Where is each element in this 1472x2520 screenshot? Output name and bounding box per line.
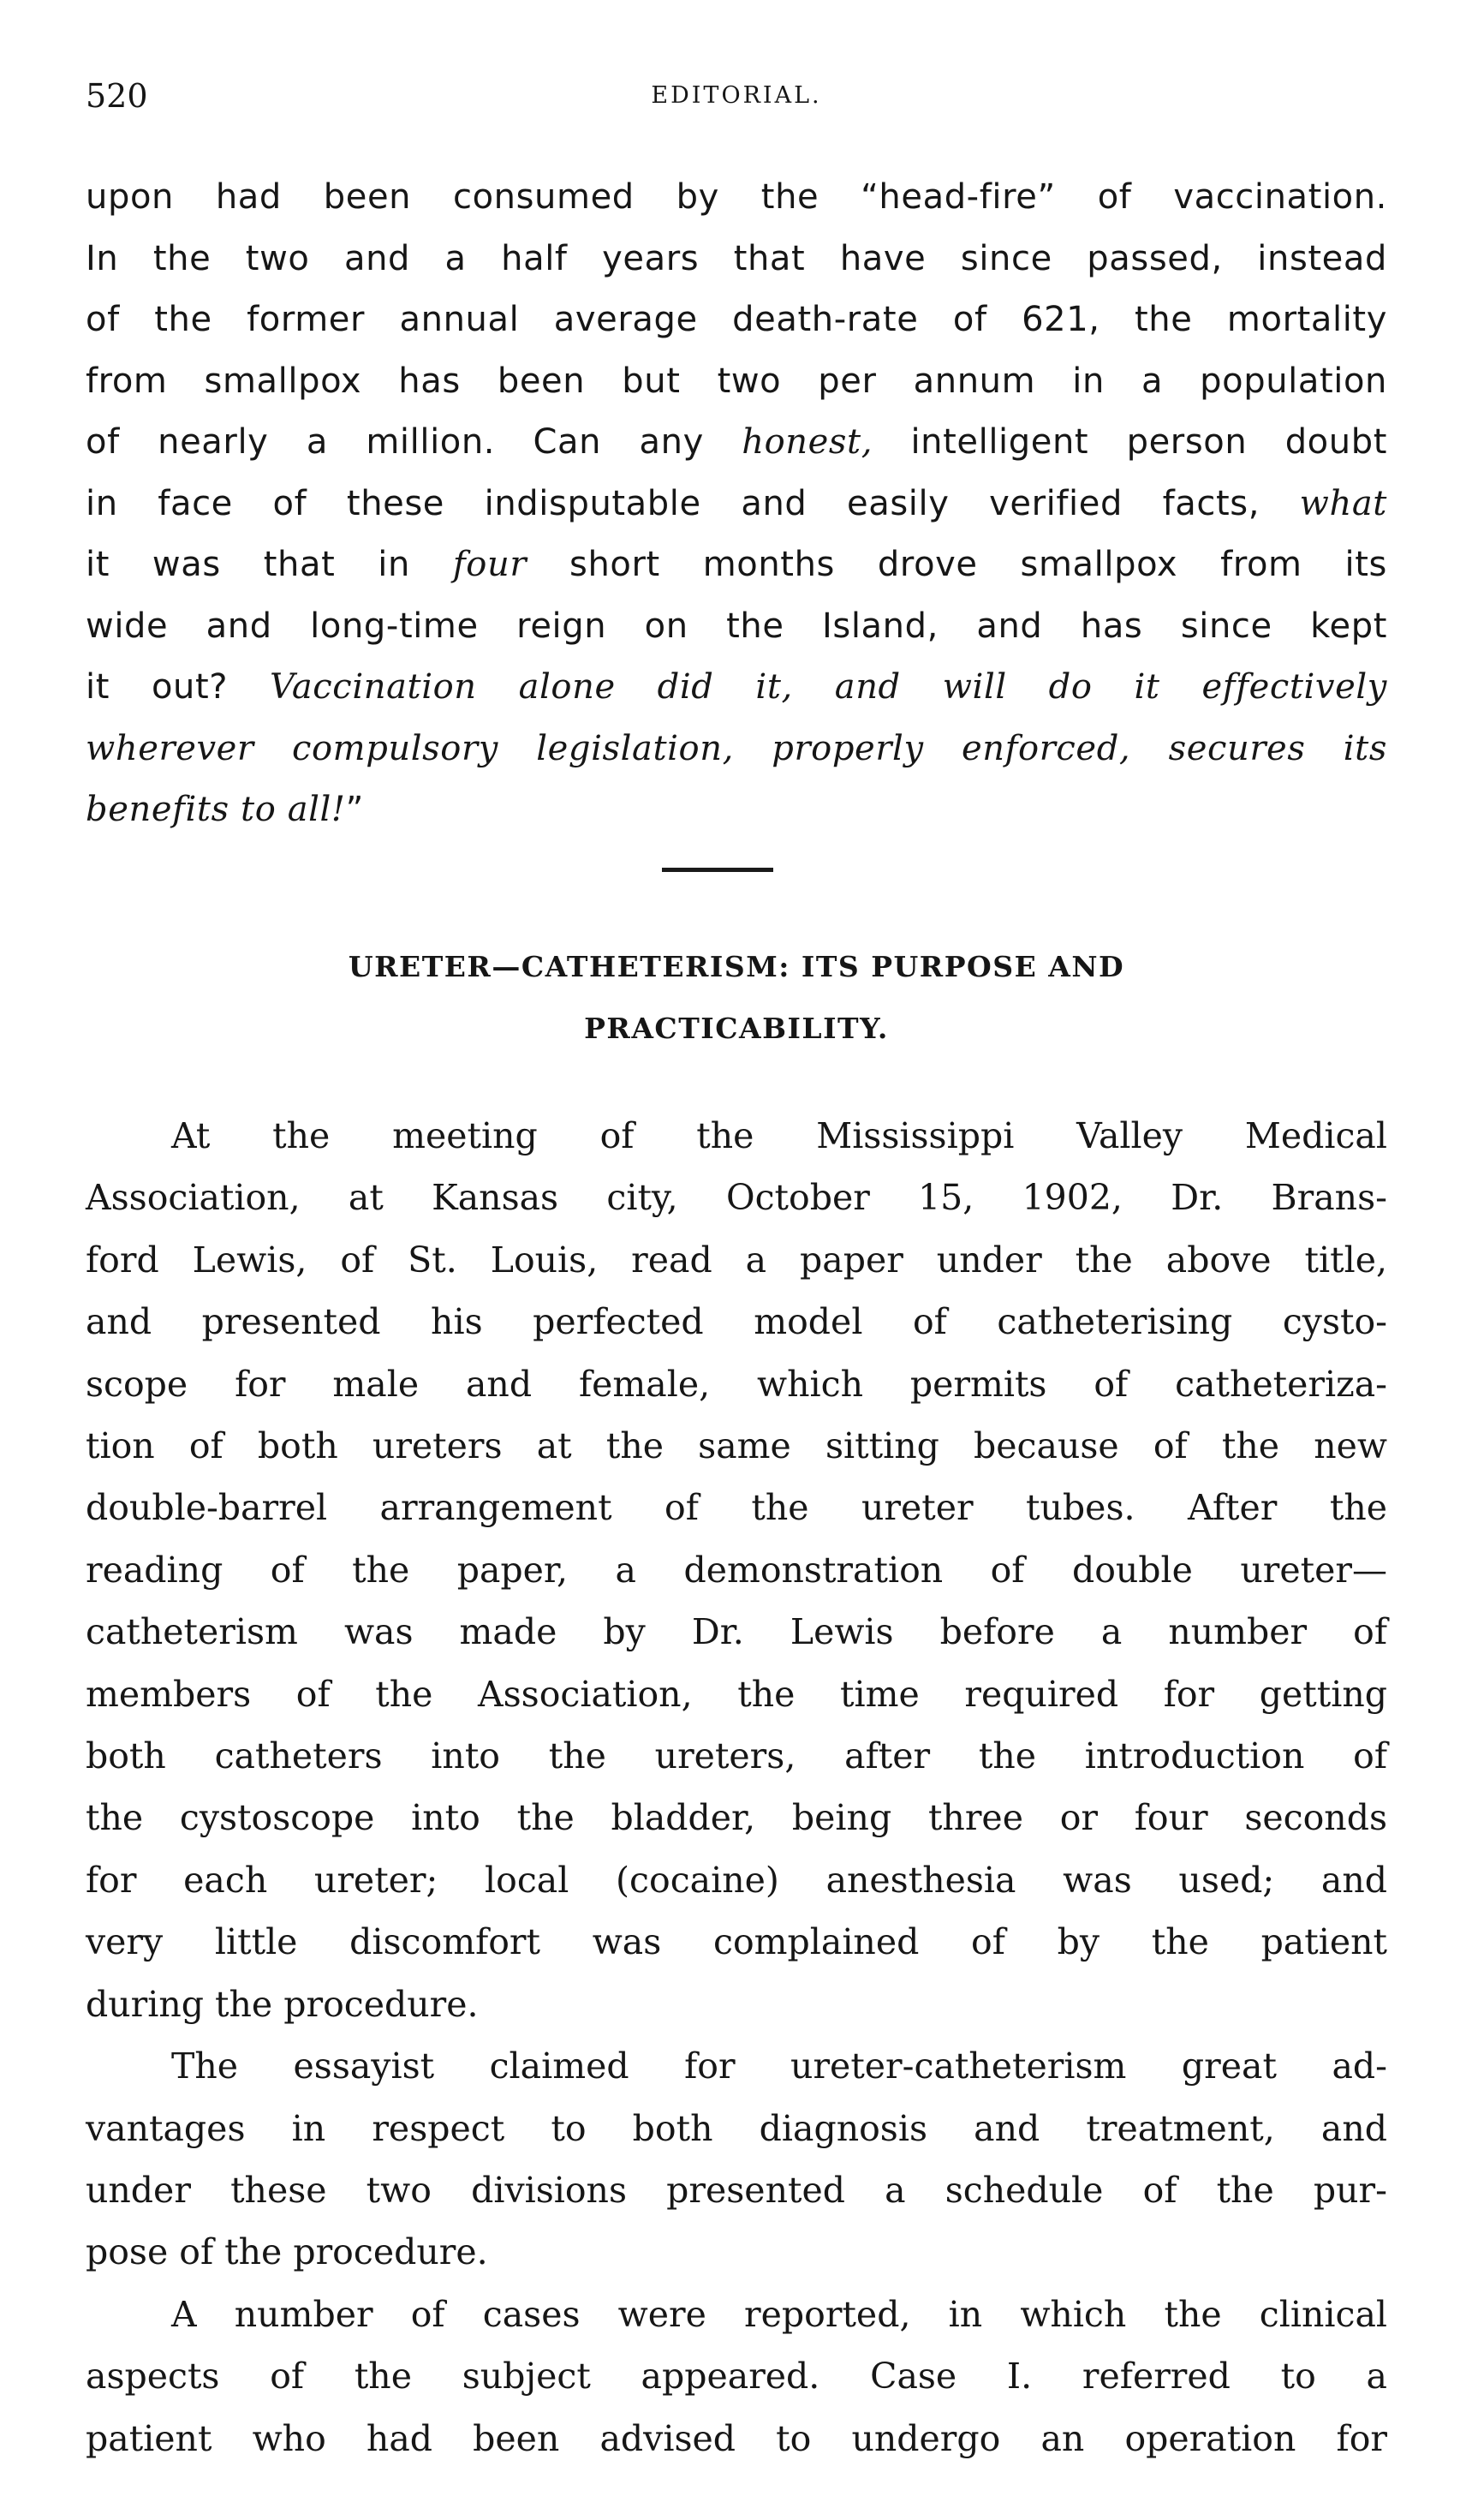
- text-line: wide and long-time reign on the Island, and has since kept: [86, 606, 1387, 646]
- section-divider-rule: [662, 868, 773, 872]
- paragraph-line: aspects of the subject appeared. Case I. referred to a: [86, 2356, 1387, 2398]
- text-segment: short months drove smallpox from its: [569, 545, 1387, 584]
- paragraph-line: under these two divisions presented a schedule of the pur-: [86, 2169, 1387, 2211]
- article-body: [86, 1105, 1387, 2469]
- text-line: [86, 657, 1387, 719]
- paragraph-line: A number of cases were reported, in which the clinical: [171, 2293, 1387, 2335]
- section-heading: [86, 936, 1387, 1060]
- paragraph-line: ford Lewis, of St. Louis, read a paper under the above title,: [86, 1239, 1387, 1281]
- paragraph-line: tion of both ureters at the same sitting because of the new: [86, 1425, 1387, 1467]
- text-line: upon had been consumed by the “head-fire” of vaccination.: [86, 177, 1387, 217]
- paragraph-line: during the procedure.: [86, 1983, 479, 2025]
- paragraph-line: catheterism was made by Dr. Lewis before a number of: [86, 1611, 1387, 1653]
- italic-emphasis: wherever compulsory legislation, properly enforced, secures its: [86, 728, 1387, 768]
- paragraph-line: At the meeting of the Mississippi Valley Medical: [171, 1115, 1387, 1156]
- paragraph-line: The essayist claimed for ureter-catheterism great ad-: [171, 2045, 1387, 2087]
- page-number: 520: [86, 77, 148, 115]
- paragraph-line: reading of the paper, a demonstration of double ureter—: [86, 1549, 1387, 1591]
- paragraph-line: scope for male and female, which permits of catheteriza-: [86, 1363, 1387, 1405]
- italic-emphasis: what: [1299, 483, 1387, 523]
- paragraph-line: for each ureter; local (cocaine) anesthesia was used; and: [86, 1859, 1387, 1901]
- paragraph-line: and presented his perfected model of catheterising cysto-: [86, 1301, 1387, 1343]
- closing-quote: ”: [345, 790, 364, 829]
- text-line: [86, 474, 1387, 535]
- text-line: [86, 412, 1387, 474]
- italic-emphasis: honest,: [742, 422, 873, 462]
- paragraph-line: the cystoscope into the bladder, being three or four seconds: [86, 1797, 1387, 1839]
- quoted-passage: [86, 167, 1387, 841]
- italic-emphasis: four: [452, 545, 527, 584]
- text-line: [86, 779, 1387, 841]
- text-line: In the two and a half years that have since passed, instead: [86, 238, 1387, 278]
- paragraph-line: both catheters into the ureters, after the introduction of: [86, 1735, 1387, 1777]
- paragraph-line: Association, at Kansas city, October 15, 1902, Dr. Brans-: [86, 1177, 1387, 1219]
- text-line: from smallpox has been but two per annum in a population: [86, 361, 1387, 401]
- heading-line: PRACTICABILITY.: [584, 1012, 889, 1045]
- heading-line: URETER—CATHETERISM: ITS PURPOSE AND: [348, 950, 1125, 983]
- text-line: of the former annual average death-rate of 621, the mortality: [86, 300, 1387, 339]
- running-title: EDITORIAL.: [651, 82, 822, 109]
- italic-emphasis: Vaccination alone did it, and will do it effectively: [270, 667, 1387, 707]
- text-line: [86, 719, 1387, 780]
- text-segment: of nearly a million. Can any: [86, 422, 704, 462]
- paragraph-line: members of the Association, the time required for getting: [86, 1673, 1387, 1715]
- running-head: [86, 77, 1387, 128]
- text-segment: it was that in: [86, 545, 410, 584]
- text-segment: it out?: [86, 667, 229, 707]
- italic-emphasis: benefits to all!: [86, 790, 346, 829]
- paragraph-line: very little discomfort was complained of by the patient: [86, 1921, 1387, 1963]
- paragraph-line: vantages in respect to both diagnosis and treatment, and: [86, 2107, 1387, 2149]
- paragraph-line: double-barrel arrangement of the ureter tubes. After the: [86, 1487, 1387, 1529]
- text-segment: intelligent person doubt: [910, 422, 1387, 462]
- paragraph-line: pose of the procedure.: [86, 2231, 488, 2273]
- text-segment: in face of these indisputable and easily verified facts,: [86, 483, 1260, 523]
- paragraph-line: patient who had been advised to undergo an operation for: [86, 2417, 1387, 2459]
- text-line: [86, 534, 1387, 596]
